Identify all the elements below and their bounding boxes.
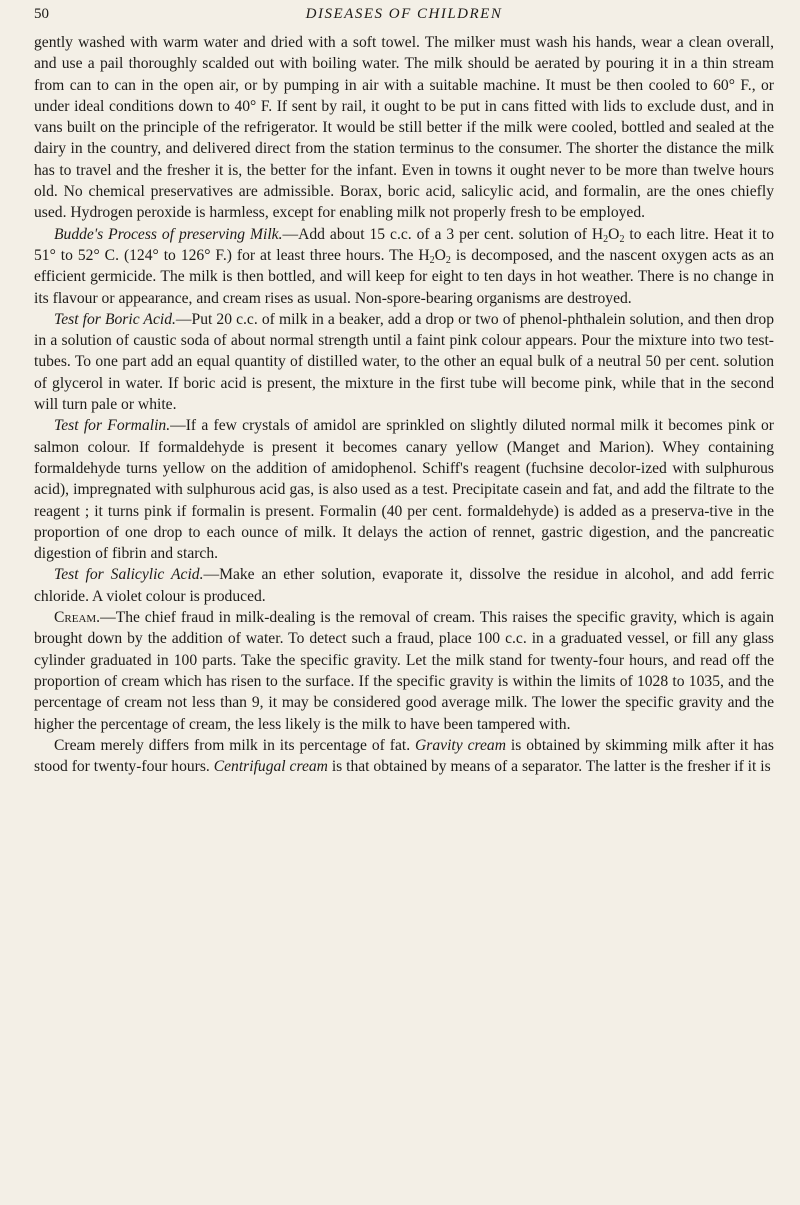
paragraph-test-formalin: Test for Formalin.—If a few crystals of amidol are sprinkled on slightly diluted normal milk it becomes pink or salmon colour. If formaldehyde is present it becomes canary yellow (Manget and Marion). Whey containing formaldehyde turns yellow on the addition of amidophenol. Schiff's reagent (fuchsine decolor-ized with sulphurous acid), impregnated with sulphurous acid gas, is also used as a test. Precipitate casein and fat, and add the filtrate to the reagent ; it turns pink if formalin is present. Formalin (40 per cent. formaldehyde) is added as a preserva-tive in the proportion of one drop to each ounce of milk. It delays the action of rennet, gastric digestion, and the pancreatic digestion of fibrin and starch. (34, 417, 774, 563)
running-title: DISEASES OF CHILDREN (305, 6, 503, 22)
section-heading: Test for Salicylic Acid. (54, 566, 204, 584)
paragraph-test-boric-acid: Test for Boric Acid.—Put 20 c.c. of milk in a beaker, add a drop or two of phenol-phthalein solution, and then drop in a solution of caustic soda of about normal strength until a faint pink colour appears. Pour the mixture into two test-tubes. To one part add an equal quantity of distilled water, to the other an equal bulk of a neutral 50 per cent. solution of glycerol in water. If boric acid is present, the mixture in the first tube will become pink, while that in the second will turn pale or white. (34, 310, 775, 414)
section-heading: Cream. (54, 609, 101, 627)
page-number: 50 (34, 6, 49, 22)
paragraph-cream-types: Cream merely differs from milk in its percentage of fat. Gravity cream is obtained by skimming milk after it has stood for twenty-four hours. Centrifugal cream is that obtained by means of a separator. The latter is the fresher if it is (34, 736, 774, 776)
paragraph-budde-process: Budde's Process of preserving Milk.—Add about 15 c.c. of a 3 per cent. solution of $H_2O_2$ to each litre. Heat it to 51° to 52° C. (124° to 126° F.) for at least three hours. The $H_2O_2$ is decomposed, and the nascent oxygen acts as an efficient germicide. The milk is then bottled, and will keep for eight to ten days in hot weather. There is no change in its flavour or appearance, and cream rises as usual. Non-spore-bearing organisms are destroyed. (34, 225, 775, 307)
body-text (34, 32, 774, 777)
paragraph-test-salicylic-acid: Test for Salicylic Acid.—Make an ether solution, evaporate it, dissolve the residue in alcohol, and add ferric chloride. A violet colour is produced. (34, 566, 774, 605)
term-centrifugal-cream: Centrifugal cream (213, 758, 328, 776)
book-page (34, 0, 774, 1205)
section-heading: Test for Formalin. (54, 417, 171, 435)
section-heading: Test for Boric Acid. (54, 310, 176, 328)
paragraph-milking-hygiene: gently washed with warm water and dried with a soft towel. The milker must wash his hands, wear a clean overall, and use a pail thoroughly scalded out with boiling water. The milk should be aerated by pouring it in a thin stream from can to can in the open air, or by pumping in air with a suitable machine. It must be then cooled to 60° F., or under ideal conditions down to 40° F. If sent by rail, it ought to be put in cans fitted with lids to exclude dust, and in vans built on the principle of the refrigerator. It would be still better if the milk were cooled, bottled and sealed at the dairy in the country, and delivered direct from the station terminus to the consumer. The shorter the distance the milk has to travel and the fresher it is, the better for the infant. Even in towns it ought never to be more than twelve hours old. No chemical preservatives are admissible. Borax, boric acid, salicylic acid, and formalin, are the ones chiefly used. Hydrogen peroxide is harmless, except for enabling milk not properly fresh to be employed. (34, 34, 774, 222)
paragraph-cream: Cream.—The chief fraud in milk-dealing is the removal of cream. This raises the specific gravity, which is again brought down by the addition of water. To detect such a fraud, place 100 c.c. in a graduated vessel, or fill any glass cylinder graduated in 100 parts. Take the specific gravity. Let the milk stand for twenty-four hours, and read off the proportion of cream which has risen to the surface. If the specific gravity is within the limits of 1028 to 1035, and the percentage of cream not less than 9, it may be considered good average milk. The lower the specific gravity and the higher the percentage of cream, the less likely is the milk to have been tampered with. (34, 609, 774, 733)
section-heading: Budde's Process of preserving Milk. (54, 225, 283, 243)
term-gravity-cream: Gravity cream (415, 736, 506, 754)
page-header (34, 6, 774, 30)
